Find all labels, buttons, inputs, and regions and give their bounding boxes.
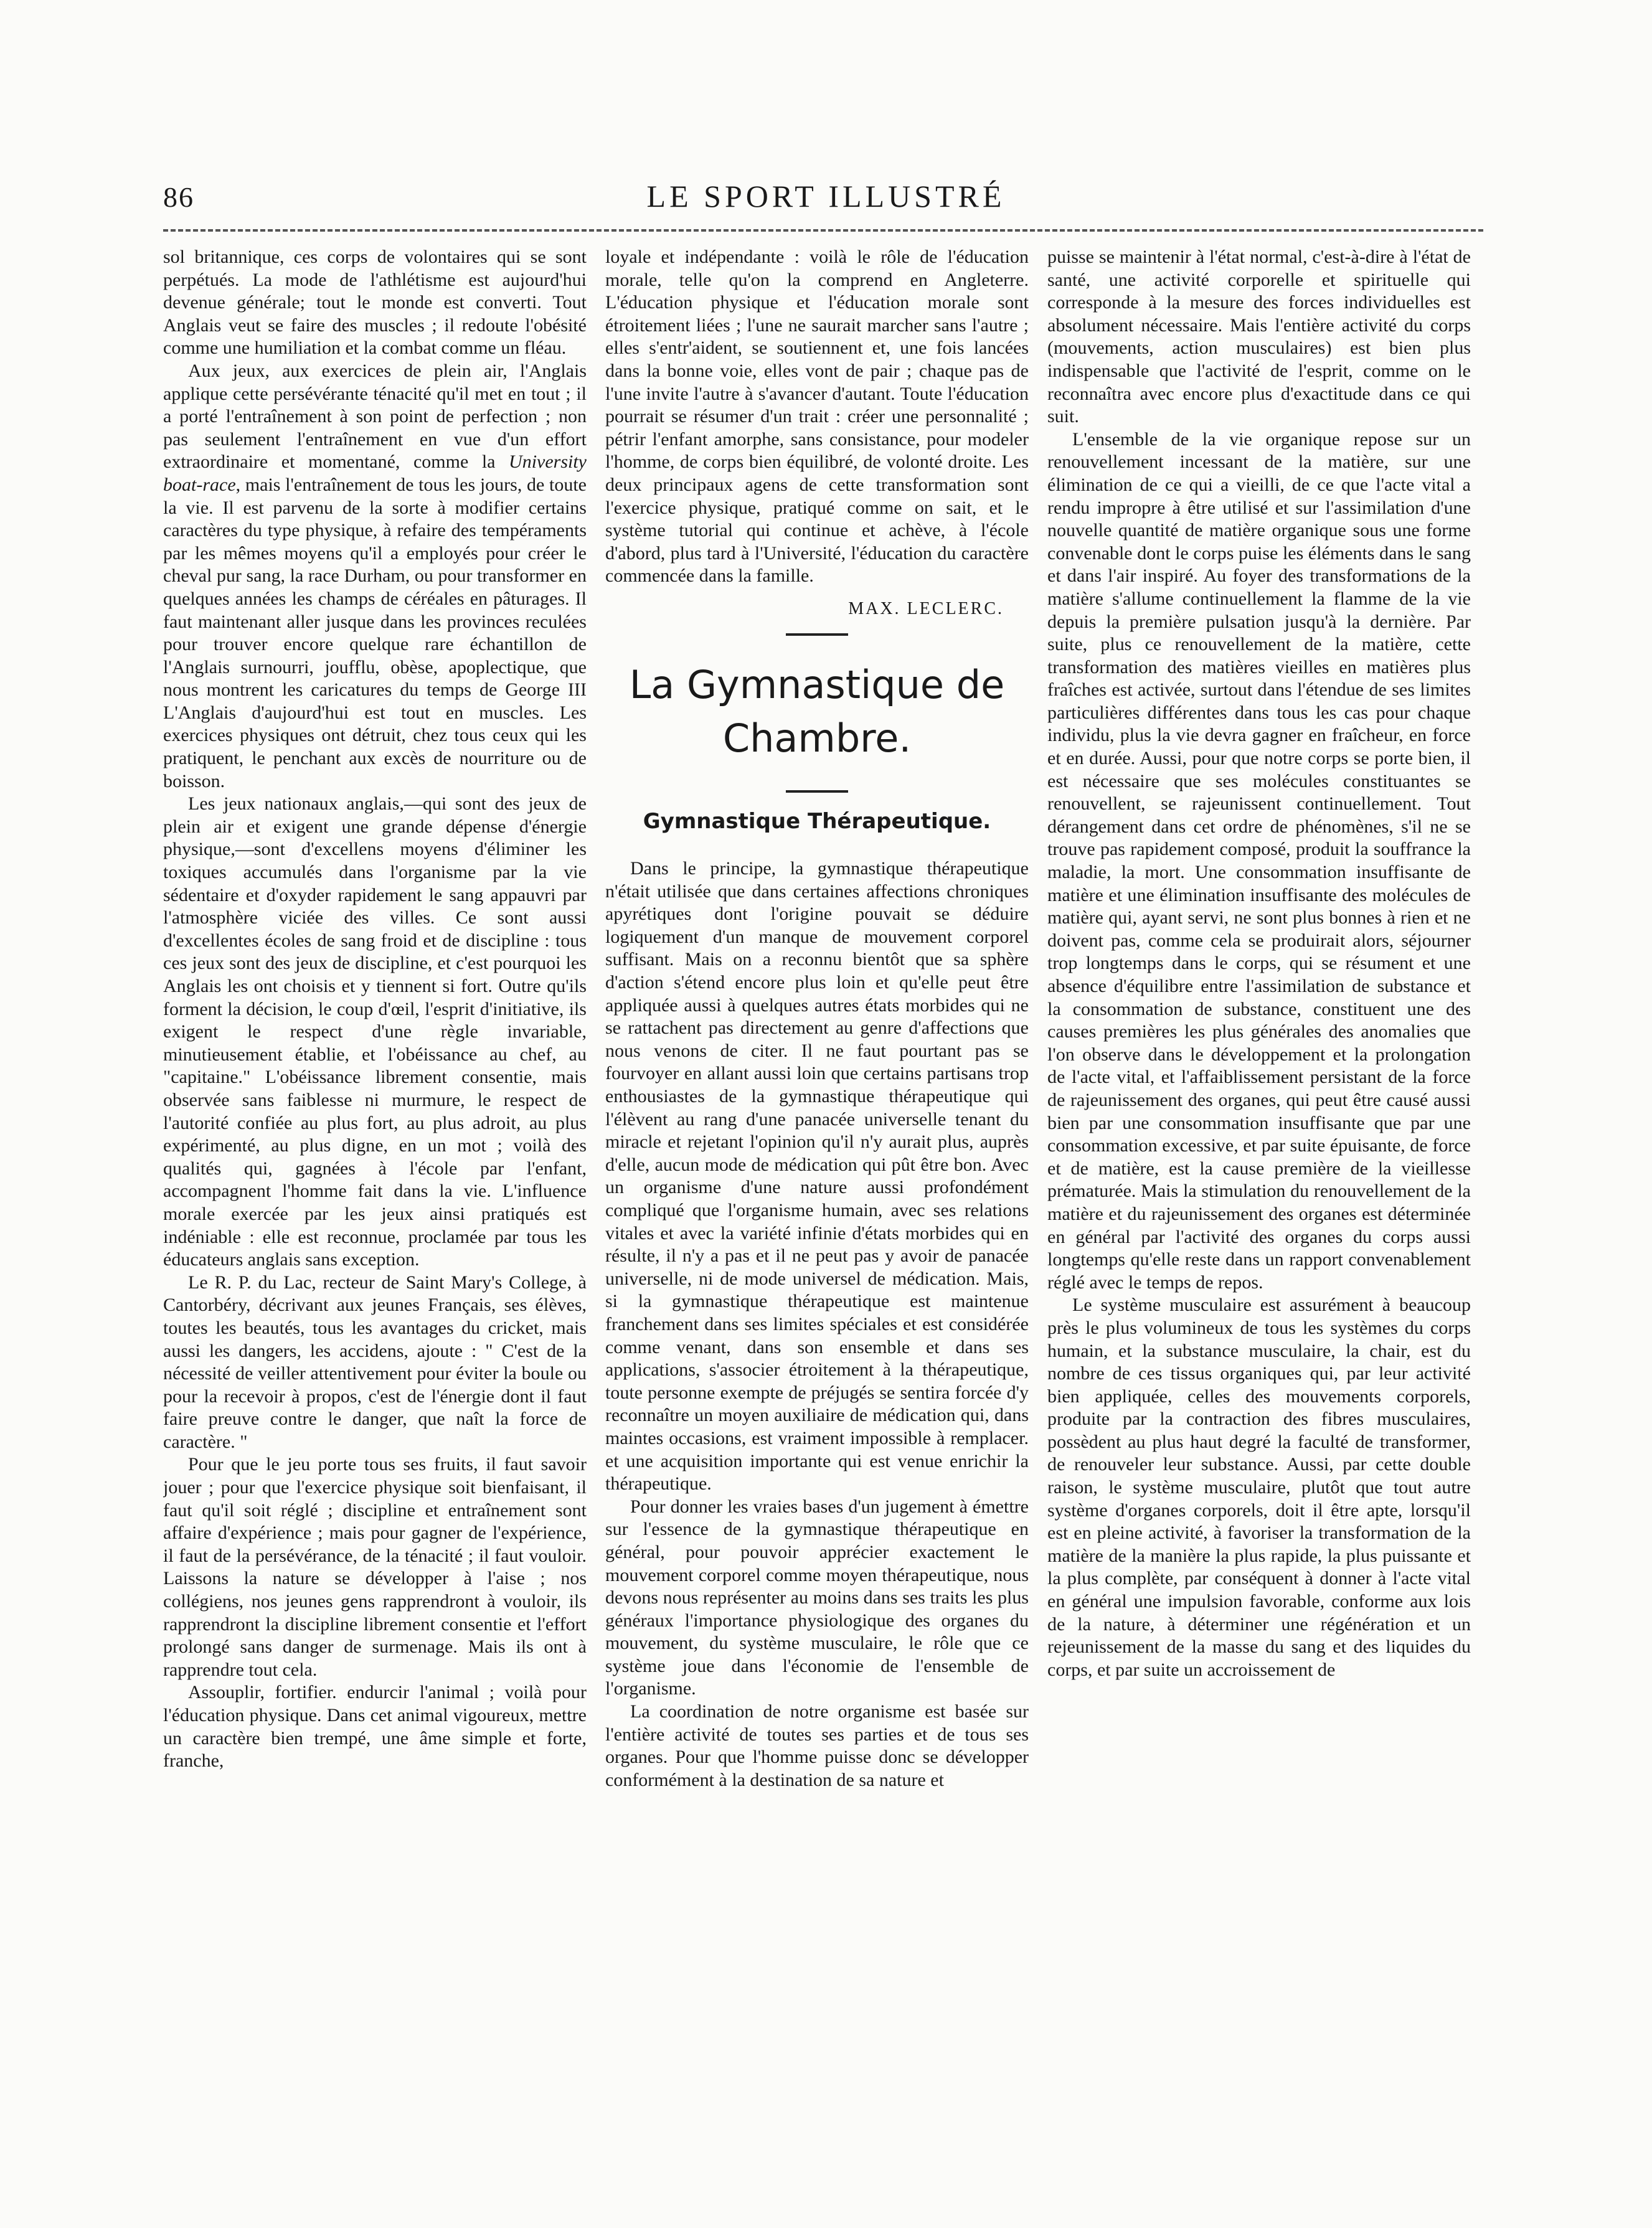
paragraph: La coordination de notre organisme est basée sur l'entière activité de toutes ses parties et de tous ses organes. Pour que l'homme puisse donc se développer conformément à la destination de sa nature et bbox=[605, 1701, 1029, 1790]
paragraph: L'ensemble de la vie organique repose sur un renouvellement incessant de la matière, sur une élimination de ce qui a vieilli, de ce que l'acte vital a rendu impropre à être utilisé et sur l'assimilation d'une nouvelle quantité de matière organique sous une forme convenable dont le corps puise les éléments dans le sang et dans l'air inspiré. Au foyer des transformations de la matière s'allume continuellement la flamme de la vie depuis la première pulsation jusqu'à la dernière. Par suite, plus ce renouvellement de la matière, cette transformation des matières vieilles en matières plus fraîches est activée, surtout dans l'étendue de ses limites particulières différentes dans tous les cas pour chaque individu, plus la vie devra gagner en fraîcheur, en force et en durée. Aussi, pour que notre corps se porte bien, il est nécessaire que ses molécules constituantes se renouvellent, se rajeunissent continuellement. Tout dérangement dans cet ordre de phénomènes, s'il ne se trouve pas rapidement composé, produit la souffrance la maladie, la mort. Une consommation insuffisante de matière et une élimination insuffisante des molécules de matière qui, ayant servi, ne sont plus bonnes à rien et ne doivent pas, comme cela se produirait alors, séjourner trop longtemps dans le corps, qui se résument et une absence d'équilibre entre l'assimilation de substance et la consommation de substance, constituent une des causes premières les plus générales des anomalies que l'on observe dans le développement et la prolongation de l'acte vital, et l'affaiblissement persistant de la force de rajeunissement des organes, qui peut être causé aussi bien par une consommation insuffisante que par une consommation excessive, et par suite épuisante, de force et de matière, est la cause première de la vieillesse prématurée. Mais la stimulation du renouvellement de la matière et du rajeunissement des organes est déterminée en général par l'activité des organes du corps aussi longtemps qu'elle reste dans un rapport convenablement réglé avec le temps de repos. bbox=[1047, 428, 1471, 1293]
paragraph: Pour que le jeu porte tous ses fruits, il faut savoir jouer ; pour que l'exercice physique soit bienfaisant, il faut qu'il soit réglé ; discipline et entraînement sont affaire d'expérience ; mais pour gagner de l'expérience, il faut de la persévérance, de la ténacité ; il faut vouloir. Laissons la nature se développer à l'aise ; nos collégiens, nos jeunes gens rapprendront à vouloir, ils rapprendront la discipline librement consentie et l'effort prolongé sans danger de surmenage. Mais ils ont à rapprendre tout cela. bbox=[163, 1454, 587, 1680]
paragraph: sol britannique, ces corps de volontaires qui se sont perpétués. La mode de l'athlétisme est aujourd'hui devenue générale; tout le monde est converti. Tout Anglais veut se faire des muscles ; il redoute l'obésité comme une humiliation et la combat comme un fléau. bbox=[163, 247, 587, 359]
running-head: LE SPORT ILLUSTRÉ bbox=[646, 179, 1006, 214]
title-line: Chambre. bbox=[722, 715, 912, 761]
paragraph bbox=[163, 360, 587, 793]
column-1 bbox=[163, 246, 587, 2114]
paragraph: loyale et indépendante : voilà le rôle de l'éducation morale, telle qu'on la comprend en Angleterre. L'éducation physique et l'éducation morale sont étroitement liées ; l'une ne saurait marcher sans l'autre ; elles s'entr'aident, se soutiennent et, une fois lancées dans la bonne voie, elles vont de pair ; chaque pas de l'une invite l'autre à s'avancer d'autant. Toute l'éducation pourrait se résumer d'un trait : créer une personnalité ; pétrir l'enfant amorphe, sans consistance, pour modeler l'homme, de corps bien équilibré, de volonté droite. Les deux principaux agens de cette transformation sont l'exercice physique, pratiqué comme on sait, et le système tutorial qui continue et achève, à l'école d'abord, plus tard à l'Université, l'éducation du caractère commencée dans la famille. bbox=[605, 247, 1029, 587]
paragraph: Le système musculaire est assurément à beaucoup près le plus volumineux de tous les systèmes du corps humain, et la substance musculaire, la chair, est du nombre de ces tissus organiques qui, par leur activité bien appliquée, celles des mouvements corporels, produite par la contraction des fibres musculaires, possèdent au plus haut degré la faculté de transformer, de renouveler leur substance. Aussi, par cette double raison, le système musculaire, plutôt que tout autre système d'organes corporels, doit il être apte, lorsqu'il est en pleine activité, à favoriser la transformation de la matière de la manière la plus rapide, la plus puissante et la plus complète, par conséquent à donner à l'acte vital en général une impulsion favorable, conforme aux lois de la nature, à déterminer une régénération et un rejeunissement de la masse du sang et des liquides du corps, et par suite un accroissement de bbox=[1047, 1295, 1471, 1680]
text-run: Aux jeux, aux exercices de plein air, l'Anglais applique cette persévérante ténacité qu'il met en tout ; il a porté l'entraînement à son point de perfection ; non pas seulement l'entraînement en vue d'un effort extraordinaire et momentané, comme la bbox=[163, 360, 587, 473]
column-2 bbox=[605, 246, 1029, 2114]
paragraph: Assouplir, fortifier. endurcir l'animal ; voilà pour l'éducation physique. Dans cet animal vigoureux, mettre un caractère bien trempé, une âme simple et forte, franche, bbox=[163, 1682, 587, 1772]
separator-rule bbox=[786, 633, 848, 636]
author-signature: MAX. LECLERC. bbox=[848, 598, 1004, 618]
column-3 bbox=[1047, 246, 1471, 2114]
article-title bbox=[605, 658, 1029, 765]
paragraph: Les jeux nationaux anglais,—qui sont des jeux de plein air et exigent une grande dépense d'énergie physique,—sont d'excellens moyens d'éliminer les toxiques accumulés dans l'organisme par la vie sédentaire et d'oxyder rapidement le sang appauvri par l'atmosphère viciée des villes. Ce sont aussi d'excellentes écoles de sang froid et de discipline : tous ces jeux sont des jeux de discipline, et c'est pourquoi les Anglais les ont choisis et y tiennent si fort. Outre qu'ils forment la décision, le coup d'œil, l'esprit d'initiative, ils exigent le respect d'une règle invariable, minutieusement établie, et l'obéissance au chef, au "capitaine." L'obéissance librement consentie, mais observée sans faiblesse ni murmure, le respect de l'autorité confiée au plus fort, au plus adroit, au plus expérimenté, au plus digne, en un mot ; voilà des qualités qui, gagnées à l'école par l'enfant, accompagnent l'homme fait dans la vie. L'influence morale exercée par les jeux ainsi pratiqués est indéniable : elle est reconnue, proclamée par tous les éducateurs anglais sans exception. bbox=[163, 793, 587, 1270]
paragraph: Dans le principe, la gymnastique thérapeutique n'était utilisée que dans certaines affections chroniques apyrétiques dont l'origine pouvait se déduire logiquement d'un manque de mouvement corporel suffisant. Mais on a reconnu bientôt que sa sphère d'action s'étend encore plus loin et qu'elle peut être appliquée aussi à quelques autres états morbides qui ne se rattachent pas directement au genre d'affections que nous venons de citer. Il ne faut pourtant pas se fourvoyer en allant aussi loin que certains partisans trop enthousiastes de la gymnastique thérapeutique qui l'élèvent au rang d'une panacée universelle tenant du miracle et rejetant l'opinion qu'il n'y aurait plus, auprès d'elle, aucun mode de médication qui pût être bon. Avec un organisme d'une nature aussi profondément compliqué que l'organisme humain, avec ses relations vitales et avec la variété infinie d'états morbides qui en résulte, il n'y a pas et il ne peut pas y avoir de panacée universelle, ni de mode universel de médication. Mais, si la gymnastique thérapeutique est maintenue franchement dans ses limites spéciales et est considérée comme venant, dans son ensemble et dans ses applications, s'associer étroitement à la thérapeutique, toute personne exempte de préjugés se sentira forcée d'y reconnaître un moyen auxiliaire de médication qui, dans maintes occasions, est vraiment impossible à remplacer. et une acquisition importante qui est venue enrichir la thérapeutique. bbox=[605, 858, 1029, 1494]
title-line: La Gymnastique de bbox=[629, 661, 1005, 707]
text-run: , mais l'entraînement de tous les jours, de toute la vie. Il est parvenu de la sorte à modifier certains caractères du type physique, à refaire des tempéraments par les mêmes moyens qu'il a employés pour créer le cheval pur sang, la race Durham, ou pour transformer en quelques années les champs de céréales en pâturages. Il faut maintenant aller jusque dans les provinces reculées pour trouver encore quelque rare échantillon de l'Anglais surnourri, joufflu, obèse, apoplectique, que nous montrent les caricatures du temps de George III L'Anglais d'aujourd'hui est tout en muscles. Les exercices physiques ont détruit, chez tous ceux qui les pratiquent, le penchant aux excès de nourriture ou de boisson. bbox=[163, 474, 587, 791]
paragraph: Le R. P. du Lac, recteur de Saint Mary's College, à Cantorbéry, décrivant aux jeunes Français, ses élèves, toutes les beautés, tous les avantages du cricket, mais aussi les dangers, les accidens, ajoute : " C'est de la nécessité de veiller attentivement pour éviter la boule ou pour la recevoir à propos, c'est de l'énergie dont il faut faire preuve contre le danger, que naît la force de caractère. " bbox=[163, 1272, 587, 1452]
paragraph: puisse se maintenir à l'état normal, c'est-à-dire à l'état de santé, une activité corporelle et spirituelle qui corresponde à la mesure des forces individuelles est absolument nécessaire. Mais l'entière activité du corps (mouvements, action musculaires) est bien plus indispensable que l'activité de l'esprit, comme on le reconnaîtra avec encore plus d'exactitude dans ce qui suit. bbox=[1047, 247, 1471, 427]
italic-term: University boat-race bbox=[163, 451, 587, 495]
paragraph: Pour donner les vraies bases d'un jugement à émettre sur l'essence de la gymnastique thérapeutique en général, pour pouvoir apprécier exactement le mouvement corporel comme moyen thérapeutique, nous devons nous représenter au moins dans ses traits les plus généraux l'importance physiologique des organes du mouvement, du système musculaire, le rôle que ce système joue dans l'économie de l'ensemble de l'organisme. bbox=[605, 1496, 1029, 1699]
header-rule bbox=[163, 229, 1483, 232]
article-subtitle: Gymnastique Thérapeutique. bbox=[643, 808, 991, 834]
page-number: 86 bbox=[163, 181, 194, 213]
separator-rule bbox=[786, 790, 848, 793]
